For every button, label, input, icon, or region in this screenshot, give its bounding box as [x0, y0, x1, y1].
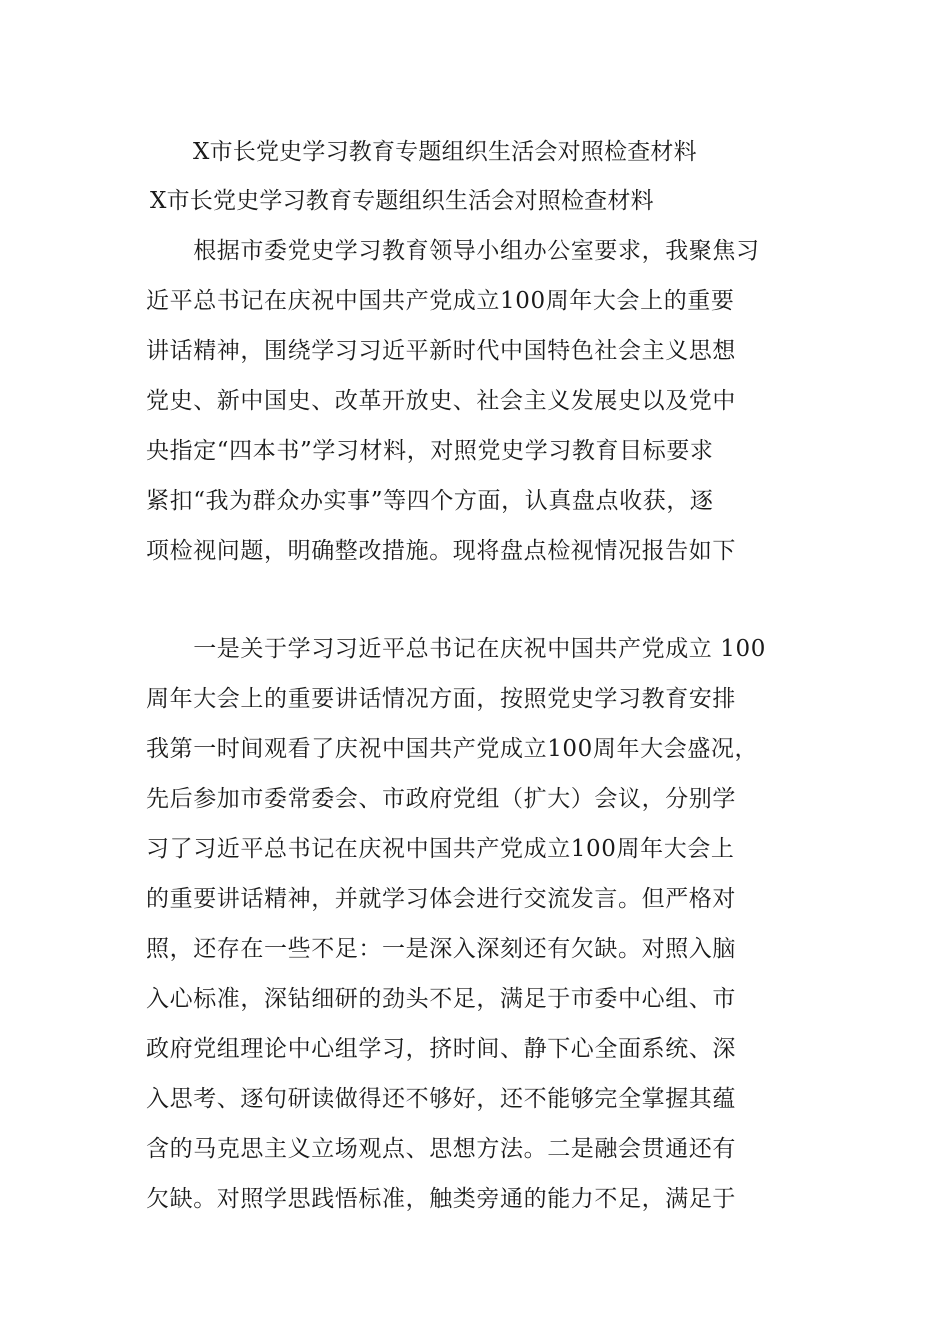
paragraph-section-one	[146, 624, 826, 1224]
paragraph-intro	[146, 226, 826, 576]
document-subtitle: X市长党史学习教育专题组织生活会对照检查材料	[150, 188, 654, 214]
text-line: 政府党组理论中心组学习，挤时间、静下心全面系统、深	[146, 1036, 736, 1062]
document-title: X市长党史学习教育专题组织生活会对照检查材料	[193, 139, 697, 165]
text-line: 照，还存在一些不足：一是深入深刻还有欠缺。对照入脑	[146, 936, 736, 962]
text-line: 欠缺。对照学思践悟标准，触类旁通的能力不足，满足于	[146, 1186, 736, 1212]
text-line: 入心标准，深钻细研的劲头不足，满足于市委中心组、市	[146, 986, 736, 1012]
text-line: 我第一时间观看了庆祝中国共产党成立100周年大会盛况，	[146, 736, 759, 762]
text-line: 紧扣“我为群众办实事”等四个方面，认真盘点收获，逐	[146, 488, 714, 514]
text-line: 含的马克思主义立场观点、思想方法。二是融会贯通还有	[146, 1136, 736, 1162]
text-line: 党史、新中国史、改革开放史、社会主义发展史以及党中	[146, 388, 736, 414]
text-line: 入思考、逐句研读做得还不够好，还不能够完全掌握其蕴	[146, 1086, 736, 1112]
text-line: 央指定“四本书”学习材料，对照党史学习教育目标要求	[146, 438, 714, 464]
text-line: 周年大会上的重要讲话情况方面，按照党史学习教育安排	[146, 686, 736, 712]
text-line: 讲话精神，围绕学习习近平新时代中国特色社会主义思想	[146, 338, 736, 364]
text-line: 项检视问题，明确整改措施。现将盘点检视情况报告如下	[146, 538, 736, 564]
text-line: 一是关于学习习近平总书记在庆祝中国共产党成立 100	[146, 636, 767, 662]
text-line: 先后参加市委常委会、市政府党组（扩大）会议，分别学	[146, 786, 736, 812]
text-line: 的重要讲话精神，并就学习体会进行交流发言。但严格对	[146, 886, 736, 912]
text-line: 近平总书记在庆祝中国共产党成立100周年大会上的重要	[146, 288, 735, 314]
text-line: 根据市委党史学习教育领导小组办公室要求，我聚焦习	[146, 238, 760, 264]
text-line: 习了习近平总书记在庆祝中国共产党成立100周年大会上	[146, 836, 735, 862]
